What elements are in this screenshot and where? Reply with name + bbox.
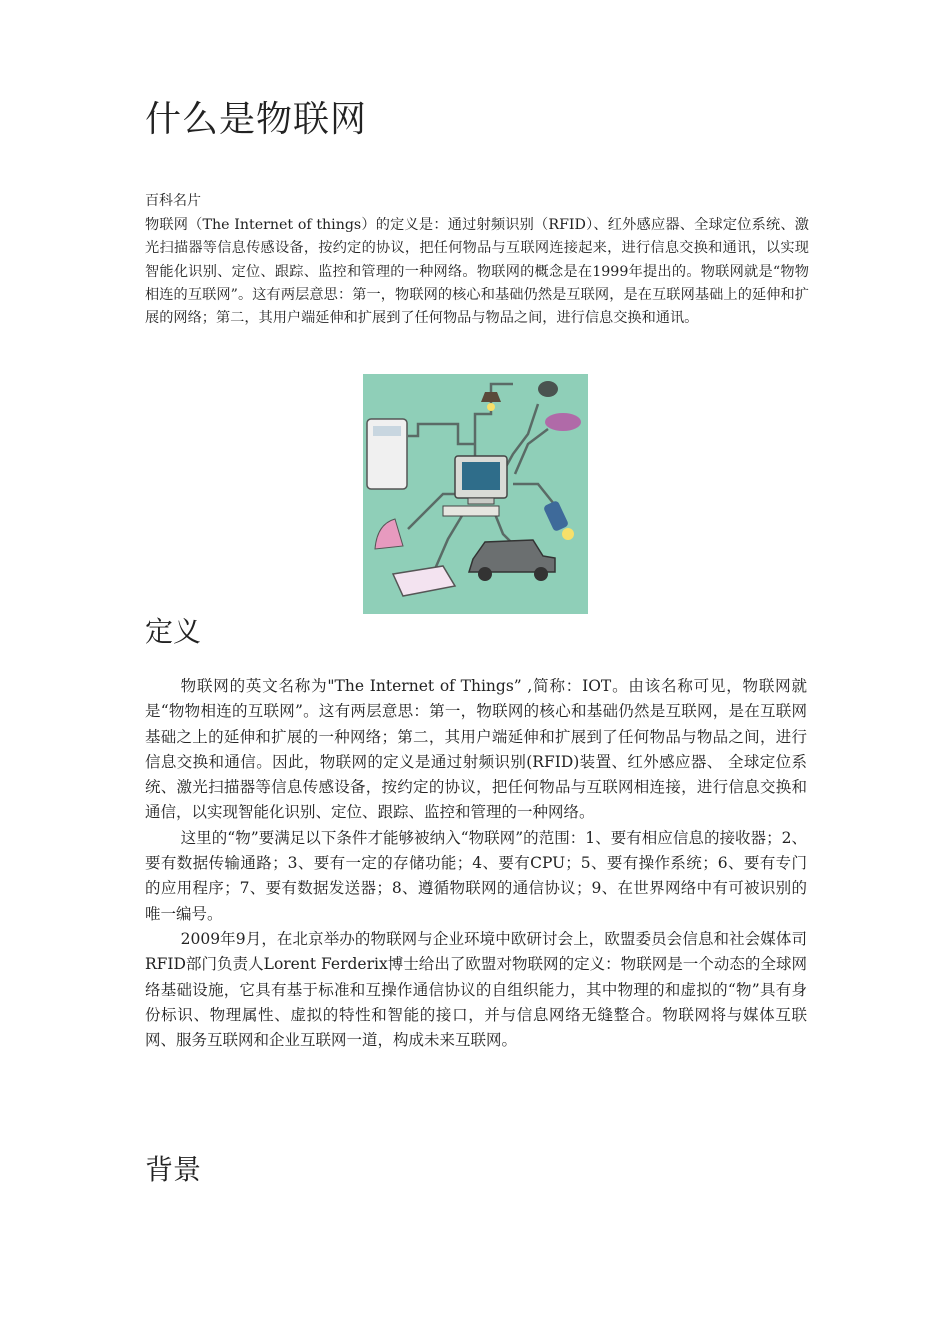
paragraph: 物联网的英文名称为"The Internet of Things” ,简称：IOT。由该名称可见，物联网就是“物物相连的互联网”。这有两层意思：第一，物联网的核心和基础仍然是互联网，是在互联网基础之上的延伸和扩展的一种网络；第二，其用户端延伸和扩展到了任何物品与物品之间，进行信息交换和通信。因此，物联网的定义是通过射频识别(RFID)装置、红外感应器、 全球定位系统、激光扫描器等信息传感设备，按约定的协议，把任何物品与互联网相连接，进行信息交换和通信，以实现智能化识别、定位、跟踪、监控和管理的一种网络。 — [145, 677, 807, 822]
intro-paragraph: 物联网（The Internet of things）的定义是：通过射频识别（RFID）、红外感应器、全球定位系统、激光扫描器等信息传感设备，按约定的协议，把任何物品与互联网连接起来，进行信息交换和通讯，以实现智能化识别、定位、跟踪、监控和管理的一种网络。物联网的概念是在1999年提出的。物联网就是“物物相连的互联网”。这有两层意思：第一，物联网的核心和基础仍然是互联网，是在互联网基础上的延伸和扩展的网络；第二，其用户端延伸和扩展到了任何物品与物品之间，进行信息交换和通讯。 — [145, 217, 809, 327]
iot-illustration — [363, 374, 588, 614]
section-heading-background: 背景 — [145, 1153, 202, 1186]
intro-label: 百科名片 — [145, 193, 201, 209]
paragraph: 这里的“物”要满足以下条件才能够被纳入“物联网”的范围：1、要有相应信息的接收器；2、要有数据传输通路；3、要有一定的存储功能；4、要有CPU；5、要有操作系统；6、要有专门的应用程序；7、要有数据发送器；8、遵循物联网的通信协议；9、在世界网络中有可被识别的唯一编号。 — [145, 828, 807, 923]
definition-body — [145, 674, 807, 1053]
paragraph: 2009年9月，在北京举办的物联网与企业环境中欧研讨会上，欧盟委员会信息和社会媒体司RFID部门负责人Lorent Ferderix博士给出了欧盟对物联网的定义：物联网是一个动态的全球网络基础设施，它具有基于标准和互操作通信协议的自组织能力，其中物理的和虚拟的“物”具有身份标识、物理属性、虚拟的特性和智能的接口，并与信息网络无缝整合。物联网将与媒体互联网、服务互联网和企业互联网一道，构成未来互联网。 — [145, 929, 807, 1050]
document-title: 什么是物联网 — [145, 99, 368, 140]
section-heading-definition: 定义 — [145, 615, 202, 648]
